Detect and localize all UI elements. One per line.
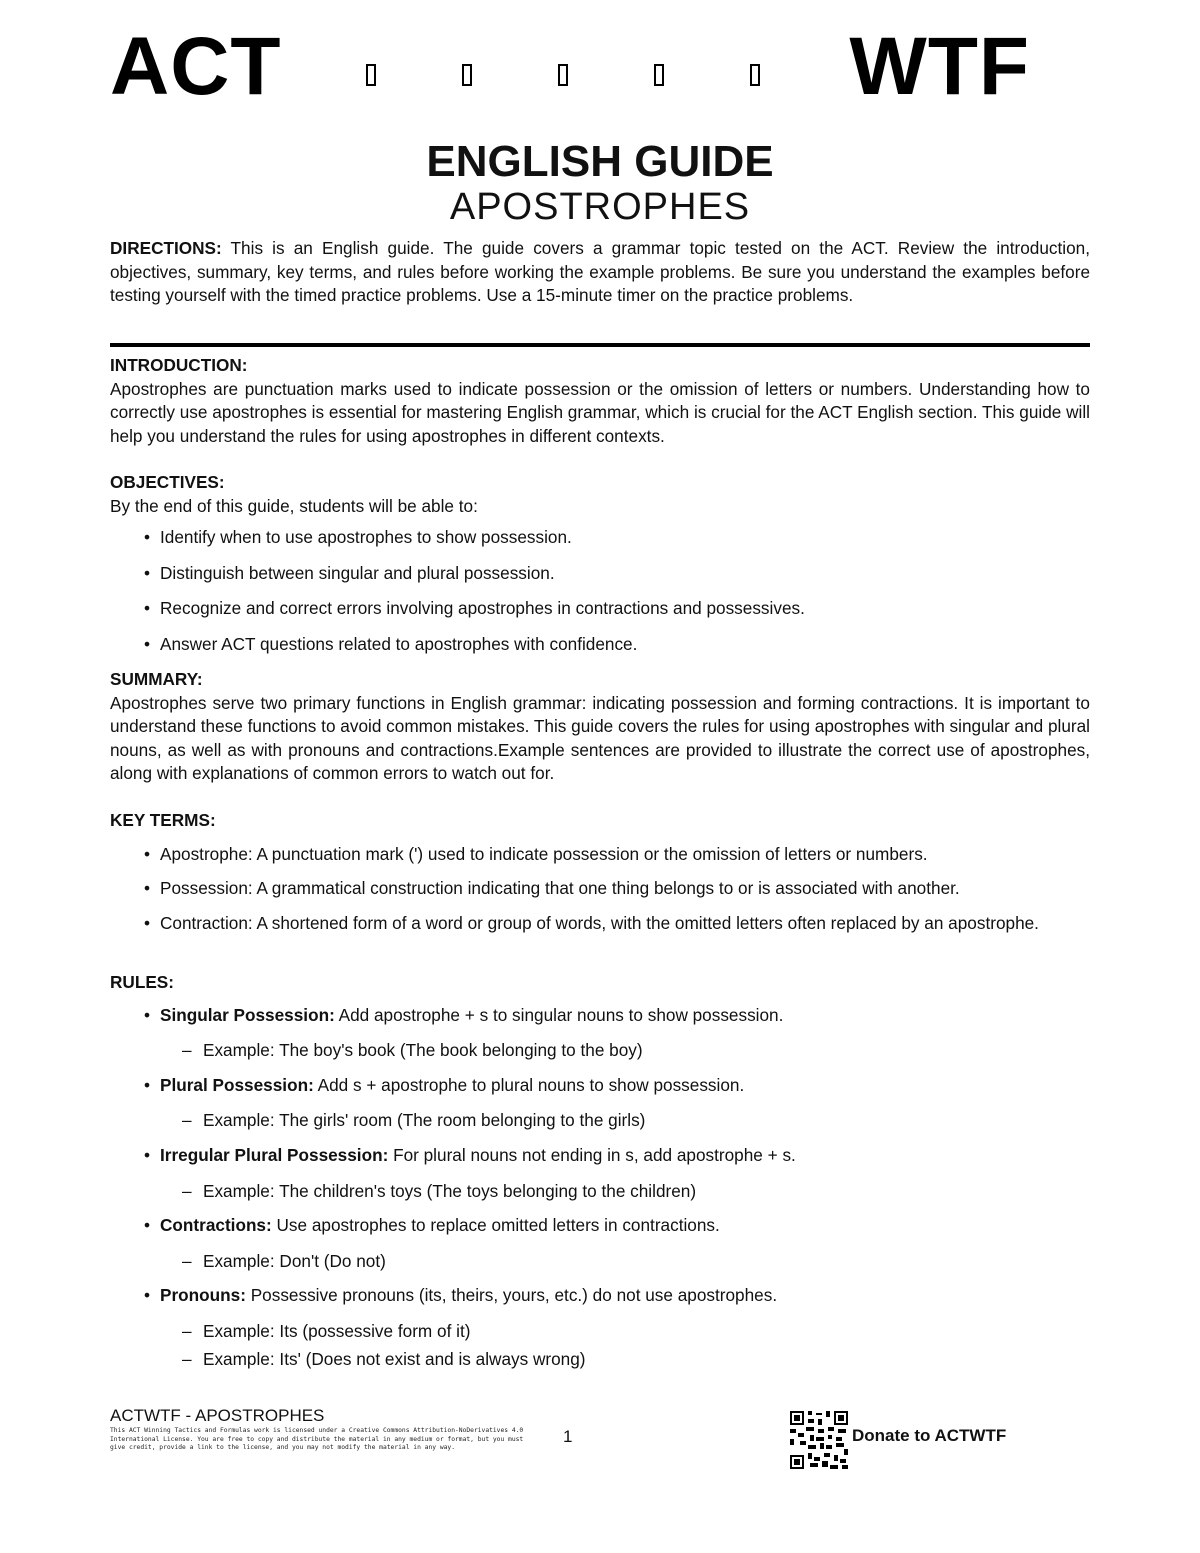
rule-example: – Example: Its (possessive form of it) xyxy=(182,1320,471,1341)
list-item: • Recognize and correct errors involving apostrophes in contractions and possessives. xyxy=(144,598,805,619)
masthead-wtf: WTF xyxy=(849,21,1030,112)
summary-text: Apostrophes serve two primary functions in English grammar: indicating possession and forming contractions. It is important to understand these functions to avoid common mistakes. This guide covers the rules for using apostrophes with singular and plural nouns, as well as with pronouns and contractions.Example sentences are provided to illustrate the correct use of apostrophes, along with explanations of common errors to watch out for. xyxy=(110,692,1090,784)
objectives-list xyxy=(110,526,1090,656)
rule-example: – Example: The girls' room (The room belonging to the girls) xyxy=(182,1110,646,1131)
rule-example: – Example: The children's toys (The toys belonging to the children) xyxy=(182,1180,697,1201)
missing-glyph-icon xyxy=(462,64,472,86)
missing-glyph-icon xyxy=(558,64,568,86)
missing-glyph-icon xyxy=(750,64,760,86)
masthead xyxy=(110,22,1030,112)
key-terms-list xyxy=(110,843,1090,936)
rule-item: • Singular Possession: Add apostrophe + s to singular nouns to show possession. xyxy=(144,1004,784,1025)
directions-label: DIRECTIONS: xyxy=(110,238,222,258)
missing-glyph-icon xyxy=(366,64,376,86)
page-number: 1 xyxy=(563,1427,573,1446)
footer-title: ACTWTF - APOSTROPHES xyxy=(110,1406,325,1425)
license-text: This ACT Winning Tactics and Formulas work is licensed under a Creative Commons Attribution-NoDerivatives 4.0 International License. You are free to copy and distribute the material in any medium or format, but you must give credit, provide a link to the license, and you may not modify the material in any way. xyxy=(110,1427,524,1452)
introduction-heading: INTRODUCTION: xyxy=(110,355,248,375)
list-item: • Answer ACT questions related to apostrophes with confidence. xyxy=(144,633,638,654)
list-item: • Identify when to use apostrophes to show possession. xyxy=(144,527,572,548)
rule-example: – Example: Its' (Does not exist and is always wrong) xyxy=(182,1348,586,1369)
rules-heading: RULES: xyxy=(110,972,174,992)
donate-link[interactable]: Donate to ACTWTF xyxy=(852,1426,1007,1445)
page-subtitle: APOSTROPHES xyxy=(449,186,751,228)
introduction-section xyxy=(110,354,1090,448)
list-item: • Apostrophe: A punctuation mark (') used to indicate possession or the omission of letters or numbers. xyxy=(144,843,928,864)
rule-item: • Irregular Plural Possession: For plural nouns not ending in s, add apostrophe + s. xyxy=(144,1144,796,1165)
masthead-act: ACT xyxy=(110,21,282,112)
rule-item: • Pronouns: Possessive pronouns (its, theirs, yours, etc.) do not use apostrophes. xyxy=(144,1285,778,1306)
objectives-section xyxy=(110,471,1090,657)
list-item: • Distinguish between singular and plural possession. xyxy=(144,562,555,583)
directions-text: This is an English guide. The guide covers a grammar topic tested on the ACT. Review the introduction, objectives, summary, key terms, and rules before working the example problems. Be sure you understand the examples before testing yourself with the timed practice problems. Use a 15-minute timer on the practice problems. xyxy=(110,238,1090,306)
rule-item: • Plural Possession: Add s + apostrophe to plural nouns to show possession. xyxy=(144,1074,745,1095)
section-divider xyxy=(110,343,1090,347)
rule-example: – Example: Don't (Do not) xyxy=(182,1250,386,1271)
summary-heading: SUMMARY: xyxy=(110,669,203,689)
directions xyxy=(110,237,1090,308)
rules-list xyxy=(110,1004,1090,1372)
objectives-heading: OBJECTIVES: xyxy=(110,472,225,492)
page-title: ENGLISH GUIDE xyxy=(426,137,774,186)
rule-item: • Contractions: Use apostrophes to replace omitted letters in contractions. xyxy=(144,1215,720,1236)
list-item: • Contraction: A shortened form of a word or group of words, with the omitted letters often replaced by an apostrophe. xyxy=(144,912,1039,933)
objectives-intro: By the end of this guide, students will be able to: xyxy=(110,495,478,516)
rule-example: – Example: The boy's book (The book belonging to the boy) xyxy=(182,1040,643,1061)
rules-section xyxy=(110,971,1090,1371)
key-terms-section xyxy=(110,809,1090,935)
list-item: • Possession: A grammatical construction indicating that one thing belongs to or is associated with another. xyxy=(144,878,960,899)
key-terms-heading: KEY TERMS: xyxy=(110,810,216,830)
missing-glyph-icon xyxy=(654,64,664,86)
introduction-text: Apostrophes are punctuation marks used to indicate possession or the omission of letters or numbers. Understanding how to correctly use apostrophes is essential for mastering English grammar, which is crucial for the ACT English section. This guide will help you understand the rules for using apostrophes in different contexts. xyxy=(110,378,1090,446)
qr-code-icon[interactable] xyxy=(790,1411,848,1469)
summary-section xyxy=(110,668,1090,786)
